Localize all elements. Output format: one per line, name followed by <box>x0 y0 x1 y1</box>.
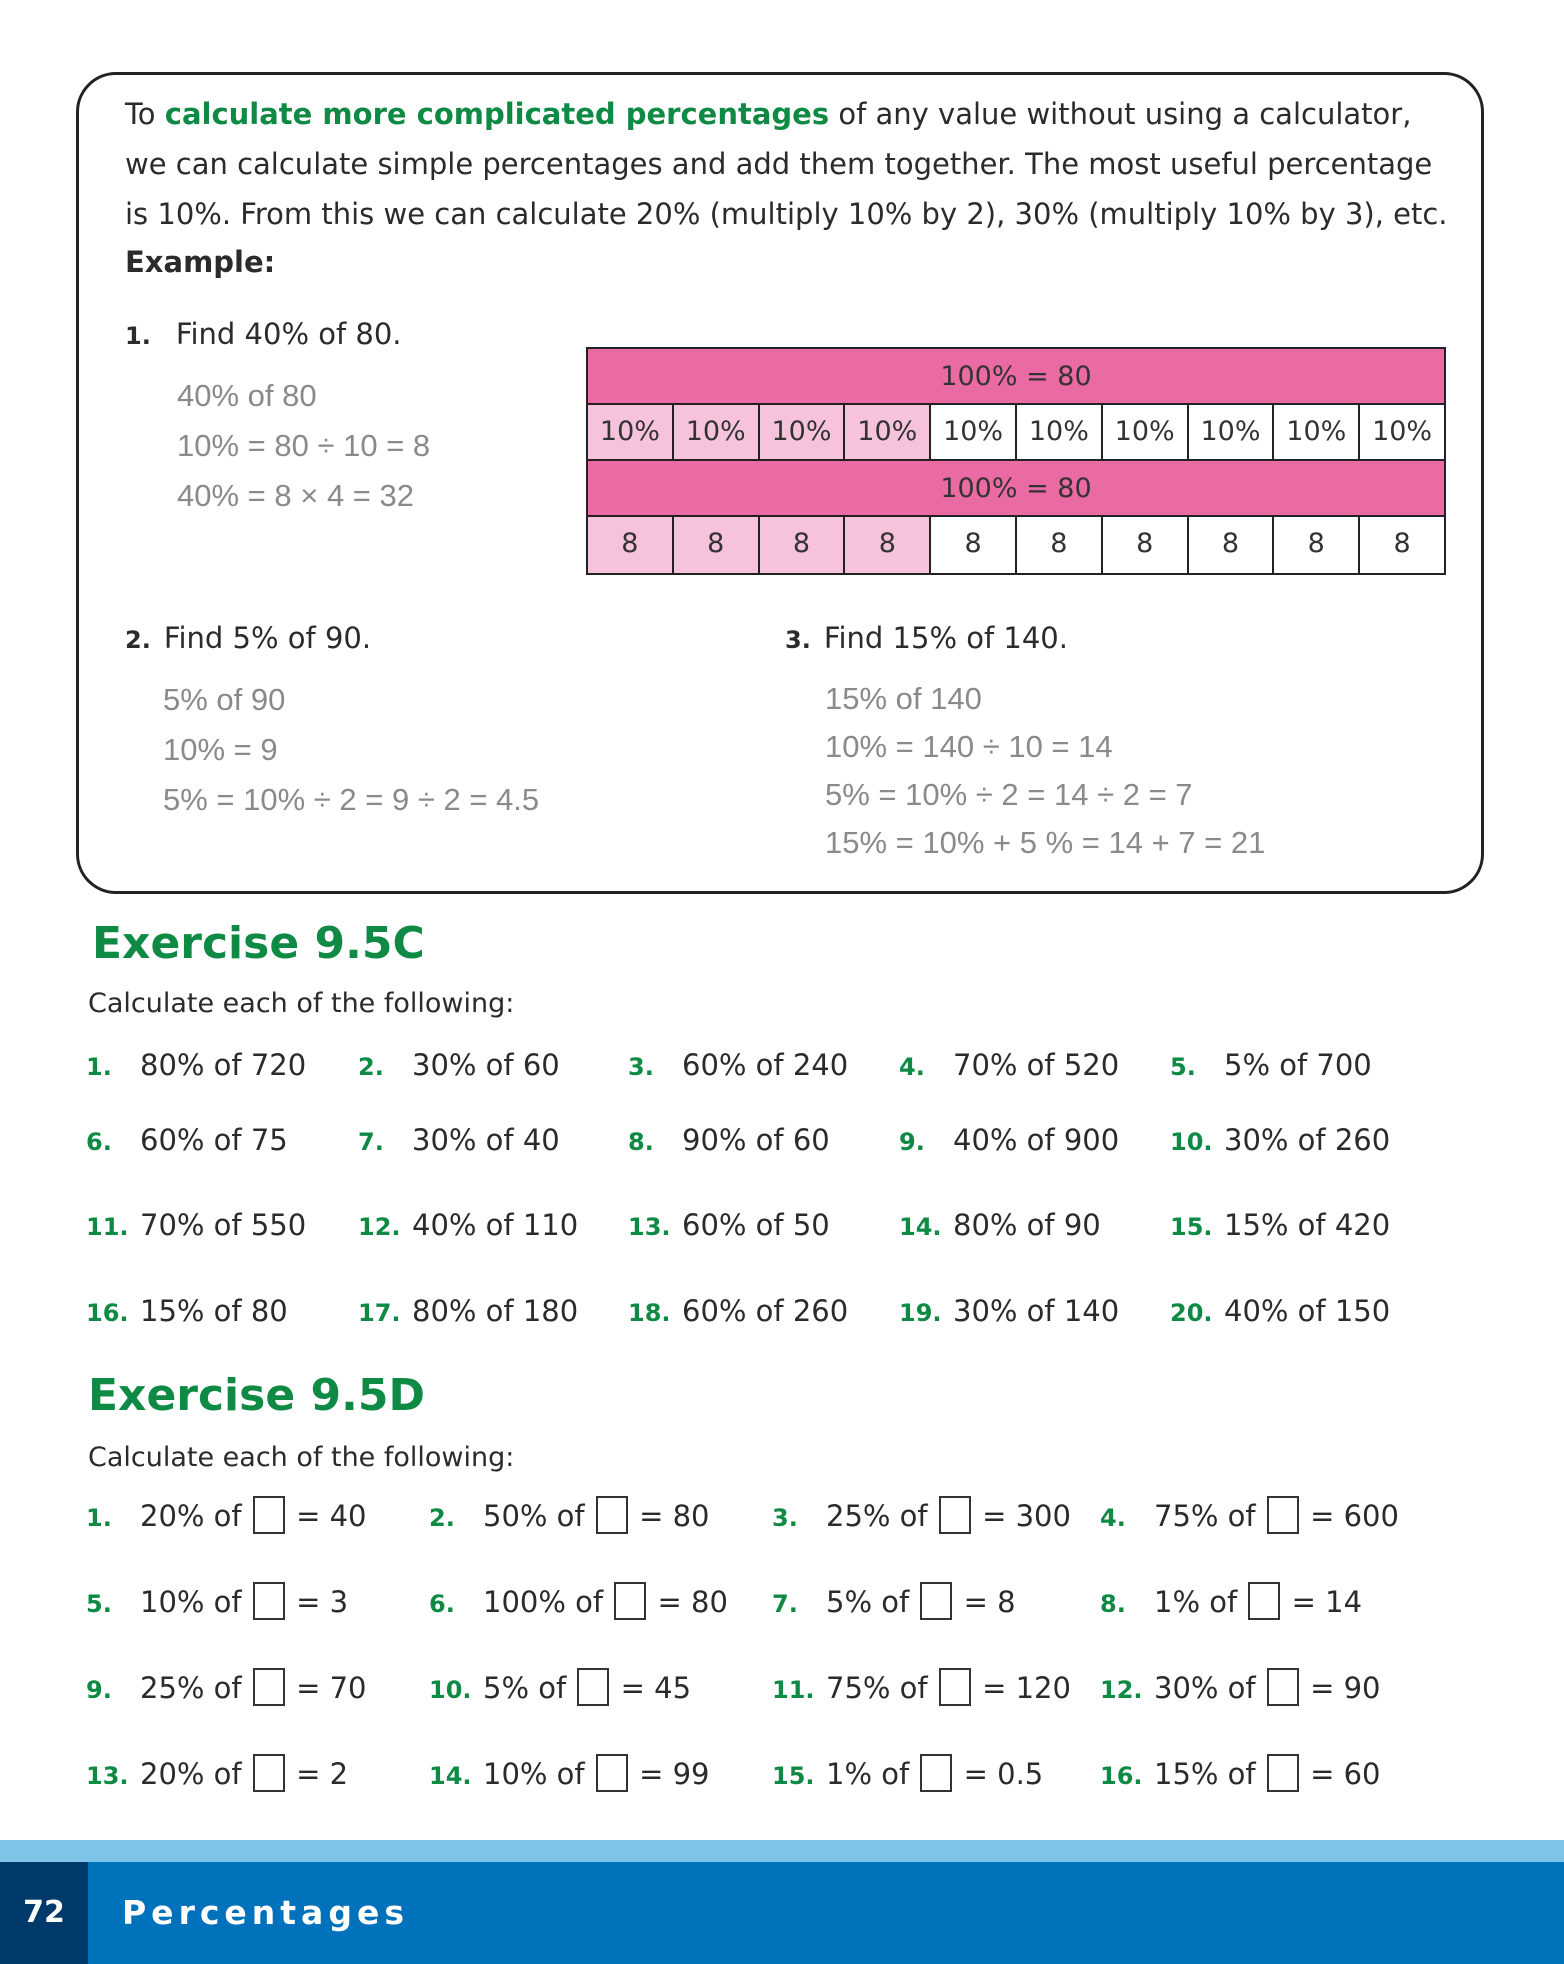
question-text: 20% of <box>140 1499 251 1533</box>
question-number: 18. <box>628 1299 671 1327</box>
answer-blank[interactable] <box>253 1496 285 1534</box>
page-number: 72 <box>0 1862 88 1964</box>
question-text: 80% of 720 <box>140 1048 307 1082</box>
working-line: 15% = 10% + 5 % = 14 + 7 = 21 <box>825 825 1266 860</box>
answer-blank[interactable] <box>1267 1668 1299 1706</box>
working-line: 5% = 10% ÷ 2 = 14 ÷ 2 = 7 <box>825 777 1193 812</box>
answer-blank[interactable] <box>253 1668 285 1706</box>
example-3-working <box>825 675 1265 867</box>
bar-cell: 10% <box>1017 405 1103 459</box>
exercise-c-item <box>86 1123 288 1157</box>
example-3-text: Find 15% of 140. <box>823 621 1068 655</box>
example-2-question <box>125 621 371 655</box>
question-result: = 80 <box>629 1499 710 1533</box>
question-number: 13. <box>86 1762 129 1790</box>
question-number: 1. <box>86 1504 112 1532</box>
exercise-c-item <box>628 1294 848 1328</box>
exercise-c-item <box>628 1048 848 1082</box>
exercise-c-item <box>358 1208 578 1242</box>
bar-cell: 10% <box>674 405 760 459</box>
question-result: = 8 <box>954 1585 1016 1619</box>
question-number: 9. <box>899 1128 925 1156</box>
footer-stripe <box>0 1840 1564 1862</box>
question-result: = 45 <box>611 1671 692 1705</box>
bar-top-cells <box>588 405 1444 461</box>
bar-cell: 8 <box>760 517 846 573</box>
question-number: 6. <box>429 1590 455 1618</box>
bar-cell: 10% <box>1189 405 1275 459</box>
exercise-c-item <box>899 1294 1119 1328</box>
bar-cell: 8 <box>1189 517 1275 573</box>
question-result: = 2 <box>286 1757 349 1791</box>
bar-cell: 8 <box>674 517 760 573</box>
question-text: 75% of <box>826 1671 937 1705</box>
question-text: 20% of <box>140 1757 251 1791</box>
exercise-c-item <box>86 1048 306 1082</box>
question-result: = 120 <box>972 1671 1071 1705</box>
question-number: 12. <box>1100 1676 1143 1704</box>
example-2-number: 2. <box>125 626 151 654</box>
question-number: 16. <box>86 1299 129 1327</box>
exercise-d-item <box>86 1668 367 1706</box>
example-label: Example: <box>125 245 276 279</box>
exercise-d-item <box>772 1496 1071 1534</box>
question-number: 6. <box>86 1128 112 1156</box>
question-number: 10. <box>429 1676 472 1704</box>
working-line: 40% of 80 <box>177 378 317 413</box>
question-number: 13. <box>628 1213 671 1241</box>
bar-cell: 10% <box>931 405 1017 459</box>
question-number: 9. <box>86 1676 112 1704</box>
working-line: 5% = 10% ÷ 2 = 9 ÷ 2 = 4.5 <box>163 782 540 817</box>
bar-cell: 8 <box>931 517 1017 573</box>
bar-cell: 8 <box>1274 517 1360 573</box>
question-number: 20. <box>1170 1299 1213 1327</box>
answer-blank[interactable] <box>920 1754 952 1792</box>
question-result: = 99 <box>629 1757 710 1791</box>
bar-cell: 10% <box>845 405 931 459</box>
question-text: 30% of 140 <box>953 1294 1120 1328</box>
working-line: 10% = 9 <box>163 732 278 767</box>
bar-model <box>586 347 1446 575</box>
bar-top-whole: 100% = 80 <box>588 349 1444 405</box>
example-3-question <box>785 621 1068 655</box>
question-number: 2. <box>358 1053 384 1081</box>
intro-highlight: calculate more complicated percentages <box>164 97 830 131</box>
question-text: 70% of 550 <box>140 1208 307 1242</box>
exercise-d-item <box>86 1582 348 1620</box>
question-text: 40% of 900 <box>953 1123 1120 1157</box>
question-text: 80% of 90 <box>953 1208 1101 1242</box>
example-1-text: Find 40% of 80. <box>175 317 402 351</box>
question-number: 2. <box>429 1504 455 1532</box>
exercise-d-item <box>1100 1496 1399 1534</box>
example-3-number: 3. <box>785 626 811 654</box>
exercise-d-item <box>772 1668 1071 1706</box>
question-text: 70% of 520 <box>953 1048 1120 1082</box>
bar-cell: 10% <box>1103 405 1189 459</box>
question-result: = 90 <box>1300 1671 1381 1705</box>
question-text: 30% of <box>1154 1671 1265 1705</box>
question-number: 8. <box>1100 1590 1126 1618</box>
question-text: 15% of 80 <box>140 1294 288 1328</box>
exercise-c-item <box>1170 1123 1390 1157</box>
question-result: = 60 <box>1300 1757 1381 1791</box>
question-text: 30% of 60 <box>412 1048 560 1082</box>
question-number: 14. <box>429 1762 472 1790</box>
answer-blank[interactable] <box>920 1582 952 1620</box>
bar-cell: 10% <box>588 405 674 459</box>
question-number: 17. <box>358 1299 401 1327</box>
exercise-c-item <box>899 1123 1119 1157</box>
question-number: 10. <box>1170 1128 1213 1156</box>
example-1-working <box>177 371 430 521</box>
exercise-d-item <box>1100 1582 1362 1620</box>
intro-paragraph <box>125 89 1455 239</box>
question-number: 15. <box>772 1762 815 1790</box>
intro-text-start: To <box>125 97 165 131</box>
question-number: 3. <box>772 1504 798 1532</box>
exercise-c-title: Exercise 9.5C <box>92 918 425 969</box>
question-number: 7. <box>358 1128 384 1156</box>
exercise-d-item <box>429 1496 710 1534</box>
question-number: 8. <box>628 1128 654 1156</box>
question-number: 14. <box>899 1213 942 1241</box>
exercise-d-title: Exercise 9.5D <box>88 1370 425 1421</box>
intro-text-rest: of any value without using a calculator, we can calculate simple percentages and add them together. The most useful percentage is 10%. From this we can calculate 20% (multiply 10% by 2), 30% (multiply 10% by 3), etc. <box>125 97 1448 231</box>
example-box <box>76 72 1484 894</box>
question-text: 40% of 150 <box>1224 1294 1391 1328</box>
question-number: 4. <box>899 1053 925 1081</box>
exercise-c-item <box>899 1048 1119 1082</box>
bar-bottom-cells <box>588 517 1444 573</box>
exercise-c-item <box>1170 1048 1372 1082</box>
question-result: = 14 <box>1282 1585 1363 1619</box>
exercise-c-item <box>628 1208 830 1242</box>
working-line: 10% = 140 ÷ 10 = 14 <box>825 729 1113 764</box>
question-text: 10% of <box>140 1585 251 1619</box>
question-number: 12. <box>358 1213 401 1241</box>
example-2-text: Find 5% of 90. <box>163 621 372 655</box>
bar-cell: 10% <box>1274 405 1360 459</box>
question-number: 4. <box>1100 1504 1126 1532</box>
question-number: 11. <box>772 1676 815 1704</box>
exercise-c-item <box>86 1208 306 1242</box>
answer-blank[interactable] <box>577 1668 609 1706</box>
exercise-c-item <box>358 1294 578 1328</box>
question-result: = 70 <box>286 1671 367 1705</box>
working-line: 10% = 80 ÷ 10 = 8 <box>177 428 431 463</box>
question-text: 60% of 240 <box>682 1048 849 1082</box>
question-text: 40% of 110 <box>412 1208 579 1242</box>
answer-blank[interactable] <box>1248 1582 1280 1620</box>
answer-blank[interactable] <box>253 1582 285 1620</box>
example-1-number: 1. <box>125 322 151 350</box>
question-number: 19. <box>899 1299 942 1327</box>
exercise-d-item <box>772 1754 1043 1792</box>
exercise-c-item <box>1170 1294 1390 1328</box>
bar-bottom-whole: 100% = 80 <box>588 461 1444 517</box>
question-text: 5% of 700 <box>1224 1048 1372 1082</box>
question-text: 30% of 260 <box>1224 1123 1391 1157</box>
question-text: 50% of <box>483 1499 594 1533</box>
question-text: 80% of 180 <box>412 1294 579 1328</box>
answer-blank[interactable] <box>939 1668 971 1706</box>
question-text: 90% of 60 <box>682 1123 830 1157</box>
question-result: = 40 <box>286 1499 367 1533</box>
bar-cell: 8 <box>1103 517 1189 573</box>
bar-cell: 10% <box>1372 416 1433 447</box>
exercise-d-item <box>772 1582 1016 1620</box>
bar-cell: 8 <box>845 517 931 573</box>
question-text: 100% of <box>483 1585 613 1619</box>
question-result: = 300 <box>972 1499 1071 1533</box>
question-text: 15% of 420 <box>1224 1208 1391 1242</box>
working-line: 40% = 8 × 4 = 32 <box>177 478 414 513</box>
example-1-question <box>125 317 402 351</box>
example-2-working <box>163 675 539 825</box>
exercise-d-item <box>1100 1754 1381 1792</box>
answer-blank[interactable] <box>596 1496 628 1534</box>
question-text: 60% of 260 <box>682 1294 849 1328</box>
question-text: 75% of <box>1154 1499 1265 1533</box>
question-text: 5% of <box>826 1585 919 1619</box>
exercise-c-item <box>86 1294 288 1328</box>
answer-blank[interactable] <box>1267 1754 1299 1792</box>
question-number: 7. <box>772 1590 798 1618</box>
exercise-c-item <box>628 1123 830 1157</box>
answer-blank[interactable] <box>939 1496 971 1534</box>
exercise-c-instruction: Calculate each of the following: <box>88 988 515 1019</box>
working-line: 15% of 140 <box>825 681 982 716</box>
exercise-d-item <box>429 1668 691 1706</box>
question-number: 1. <box>86 1053 112 1081</box>
question-number: 11. <box>86 1213 129 1241</box>
question-number: 5. <box>86 1590 112 1618</box>
bar-cell: 8 <box>1393 528 1411 559</box>
bar-cell: 8 <box>1017 517 1103 573</box>
question-text: 10% of <box>483 1757 594 1791</box>
exercise-d-item <box>86 1496 367 1534</box>
answer-blank[interactable] <box>1267 1496 1299 1534</box>
question-text: 15% of <box>1154 1757 1265 1791</box>
answer-blank[interactable] <box>253 1754 285 1792</box>
exercise-c-item <box>1170 1208 1390 1242</box>
exercise-d-item <box>429 1754 710 1792</box>
exercise-c-item <box>358 1048 560 1082</box>
question-text: 1% of <box>826 1757 919 1791</box>
question-number: 5. <box>1170 1053 1196 1081</box>
question-text: 60% of 50 <box>682 1208 830 1242</box>
bar-cell: 10% <box>760 405 846 459</box>
question-text: 25% of <box>826 1499 937 1533</box>
question-text: 25% of <box>140 1671 251 1705</box>
question-result: = 0.5 <box>954 1757 1044 1791</box>
exercise-d-instruction: Calculate each of the following: <box>88 1442 515 1473</box>
question-text: 30% of 40 <box>412 1123 560 1157</box>
question-number: 3. <box>628 1053 654 1081</box>
answer-blank[interactable] <box>596 1754 628 1792</box>
question-result: = 600 <box>1300 1499 1399 1533</box>
question-text: 1% of <box>1154 1585 1247 1619</box>
question-number: 16. <box>1100 1762 1143 1790</box>
bar-cell: 8 <box>588 517 674 573</box>
question-result: = 80 <box>648 1585 728 1619</box>
question-number: 15. <box>1170 1213 1213 1241</box>
answer-blank[interactable] <box>614 1582 646 1620</box>
exercise-c-item <box>899 1208 1101 1242</box>
exercise-d-item <box>1100 1668 1381 1706</box>
question-text: 5% of <box>483 1671 576 1705</box>
working-line: 5% of 90 <box>163 682 286 717</box>
chapter-title: Percentages <box>122 1893 409 1932</box>
question-result: = 3 <box>286 1585 349 1619</box>
question-text: 60% of 75 <box>140 1123 288 1157</box>
exercise-d-item <box>429 1582 728 1620</box>
exercise-d-item <box>86 1754 348 1792</box>
exercise-c-item <box>358 1123 560 1157</box>
